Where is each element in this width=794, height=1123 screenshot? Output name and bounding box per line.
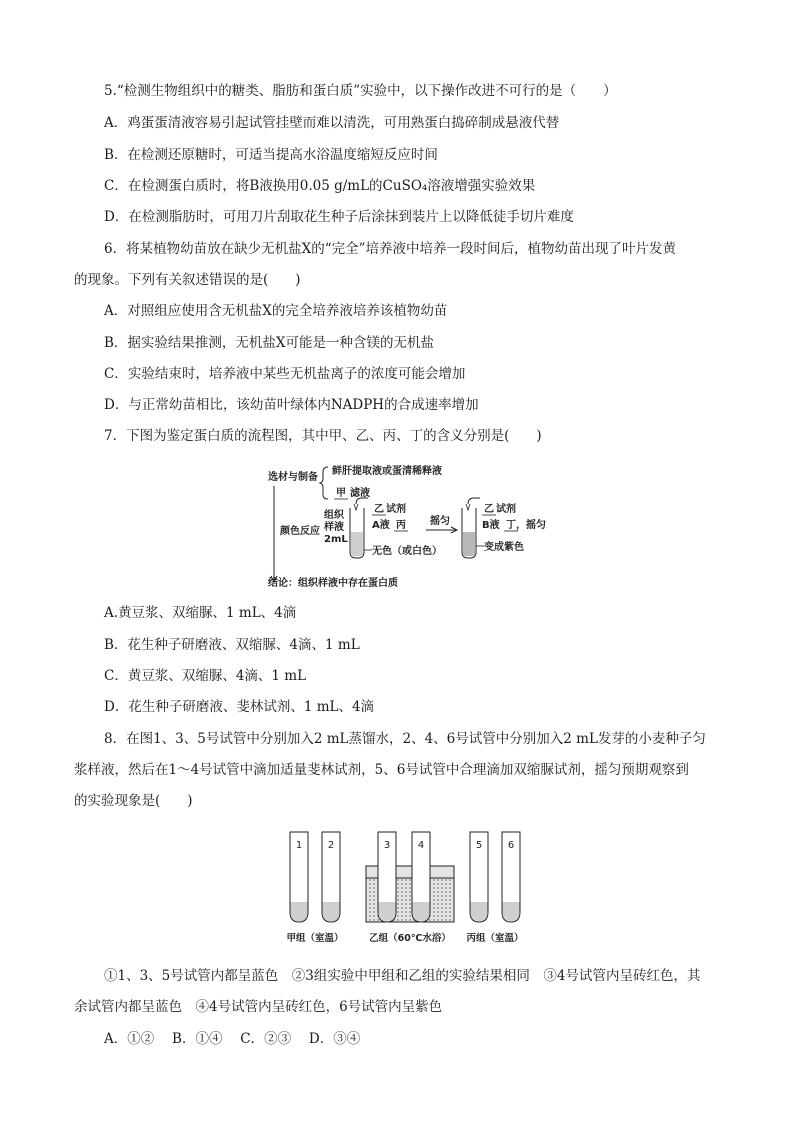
question-5-stem: 5.“检测生物组织中的糖类、脂肪和蛋白质”实验中，以下操作改进不可行的是（ ） xyxy=(104,83,617,99)
question-6-stem-line1: 6．将某植物幼苗放在缺少无机盐X的“完全”培养液中培养一段时间后，植物幼苗出现了叶片发黄 xyxy=(104,241,677,257)
filtrate-label: 滤液 xyxy=(350,488,370,499)
colorless-label: 无色（或白色） xyxy=(372,546,442,557)
reagent-label-1: 试剂 xyxy=(386,504,406,515)
sample-label-3: 2mL xyxy=(324,534,348,545)
question-6-stem-line2: 的现象。下列有关叙述错误的是( ) xyxy=(74,272,301,288)
question-6-option-c: C．实验结束时，培养液中某些无机盐离子的浓度可能会增加 xyxy=(104,366,466,382)
shake-suffix: ，摇匀 xyxy=(516,520,546,531)
question-8-statements-line2: 余试管内都呈蓝色 ④4号试管内呈砖红色，6号试管内呈紫色 xyxy=(74,999,443,1015)
bing-answer: 丙 xyxy=(396,520,406,531)
dropper-a-tip xyxy=(354,504,358,510)
tube-6-liquid xyxy=(503,902,520,921)
b-liquid-label: B液 xyxy=(482,520,500,531)
dropper-b-tip xyxy=(466,504,470,510)
ding-answer: 丁 xyxy=(506,520,516,531)
yi-answer-2: 乙 xyxy=(484,504,494,515)
dropper-b xyxy=(468,498,480,504)
tube-label-6: 6 xyxy=(507,840,515,851)
shake-label: 摇匀 xyxy=(430,516,450,527)
tube-label-3: 3 xyxy=(383,840,391,851)
question-6-option-b: B．据实验结果推测，无机盐X可能是一种含镁的无机盐 xyxy=(104,335,435,351)
question-8-statements-line1: ①1、3、5号试管内都呈蓝色 ②3组实验中甲组和乙组的实验结果相同 ③4号试管内呈砖红色，其 xyxy=(104,968,701,984)
test-tube-groups-figure xyxy=(284,830,534,948)
tube-b-liquid xyxy=(463,532,475,556)
tube-label-1: 1 xyxy=(295,840,303,851)
tube-2-liquid xyxy=(323,902,340,921)
question-7-stem: 7．下图为鉴定蛋白质的流程图，其中甲、乙、丙、丁的含义分别是( ) xyxy=(104,428,542,444)
tube-label-4: 4 xyxy=(417,840,425,851)
jia-answer: 甲 xyxy=(336,488,346,499)
question-7-option-d: D．花生种子研磨液、斐林试剂、1 mL、4滴 xyxy=(104,699,375,715)
question-6-option-a: A．对照组应使用含无机盐X的完全培养液培养该植物幼苗 xyxy=(104,303,448,319)
conclusion-label: 结论：组织样液中存在蛋白质 xyxy=(268,578,398,588)
step-select-prepare: 选材与制备 xyxy=(268,472,318,483)
question-7-option-a: A.黄豆浆、双缩脲、1 mL、4滴 xyxy=(104,605,297,621)
question-7-option-b: B．花生种子研磨液、双缩脲、4滴、1 mL xyxy=(104,637,360,653)
question-8-stem-line2: 浆样液，然后在1～4号试管中滴加适量斐林试剂，5、6号试管中合理滴加双缩脲试剂，摇匀预期观察到 xyxy=(74,762,689,778)
yi-answer-1: 乙 xyxy=(374,504,384,515)
group-bing-label: 丙组（室温） xyxy=(466,933,524,944)
group-jia-label: 甲组（室温） xyxy=(286,933,344,944)
source-label: 鲜肝提取液或蛋清稀释液 xyxy=(332,466,442,477)
question-8-stem-line1: 8．在图1、3、5号试管中分别加入2 mL蒸馏水，2、4、6号试管中分别加入2 mL发芽的小麦种子匀 xyxy=(104,731,706,747)
group-yi-label: 乙组（60℃水浴） xyxy=(369,933,451,944)
tube-4-liquid xyxy=(413,902,430,921)
tube-5-liquid xyxy=(471,902,488,921)
sample-label-2: 样液 xyxy=(324,522,344,533)
question-5-option-c: C．在检测蛋白质时，将B液换用0.05 g/mL的CuSO₄溶液增强实验效果 xyxy=(104,178,536,194)
a-liquid-label: A液 xyxy=(372,520,390,531)
tube-label-2: 2 xyxy=(327,840,335,851)
reagent-label-2: 试剂 xyxy=(496,504,516,515)
purple-label: 变成紫色 xyxy=(484,542,524,553)
question-8-stem-line3: 的实验现象是( ) xyxy=(74,793,193,809)
sample-label-1: 组织 xyxy=(324,510,344,521)
tube-a-liquid xyxy=(351,532,363,556)
protein-identification-flowchart xyxy=(262,460,552,588)
question-5-option-b: B．在检测还原糖时，可适当提高水浴温度缩短反应时间 xyxy=(104,147,438,163)
tube-label-5: 5 xyxy=(475,840,483,851)
question-5-option-a: A．鸡蛋蛋清液容易引起试管挂壁而难以清洗，可用熟蛋白捣碎制成悬液代替 xyxy=(104,115,560,131)
question-7-option-c: C．黄豆浆、双缩脲、4滴、1 mL xyxy=(104,668,307,684)
question-5-option-d: D．在检测脂肪时，可用刀片刮取花生种子后涂抹到装片上以降低徒手切片难度 xyxy=(104,209,574,225)
brace xyxy=(320,467,328,499)
tube-1-liquid xyxy=(291,902,308,921)
question-8-options: A．①② B．①④ C．②③ D．③④ xyxy=(104,1031,361,1047)
question-6-option-d: D．与正常幼苗相比，该幼苗叶绿体内NADPH的合成速率增加 xyxy=(104,397,479,413)
step-color-reaction: 颜色反应 xyxy=(280,526,320,537)
tube-3-liquid xyxy=(379,902,396,921)
